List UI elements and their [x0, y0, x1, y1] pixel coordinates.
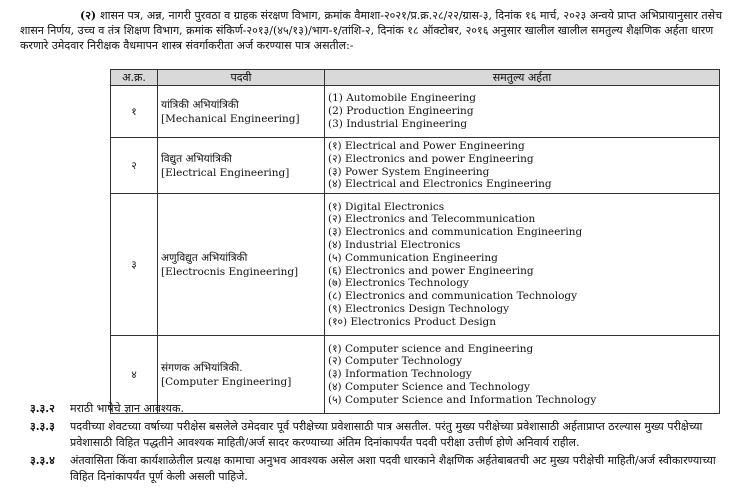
row-qualifications: [325, 86, 720, 138]
row-qualifications: [325, 138, 720, 194]
clause-text: अंतवासिता किंवा कार्यशाळेतील प्रत्यक्ष कामाचा अनुभव आवश्यक असेल अशा पदवी धारकाने शैक्षणिक अर्हतेबाबतची अट मुख्य परीक्षेची माहिती/अर्ज स्वीकारण्याच्या विहित दिनांकापर्यंत पूर्ण केली असली पाहिजे.: [70, 454, 716, 483]
header-sr: अ.क्र.: [111, 70, 158, 86]
post-marathi: संगणक अभियांत्रिकी.: [161, 361, 243, 374]
header-qualification: समतुल्य अर्हता: [325, 70, 720, 86]
qualification-item: (1) Automobile Engineering: [328, 92, 476, 105]
qualification-item: (२) Electronics and power Engineering: [328, 152, 534, 165]
qualification-item: (३) Power System Engineering: [328, 165, 490, 178]
row-serial: २: [111, 138, 158, 194]
row-serial: ४: [111, 336, 158, 414]
clause-3-3-2: [30, 401, 735, 417]
clause-number: ३.३.३: [30, 420, 55, 433]
header-post: पदवी: [158, 70, 325, 86]
clause-3-3-4: [30, 453, 735, 485]
row-post: [158, 86, 325, 138]
row-serial: १: [111, 86, 158, 138]
qualification-item: (४) Industrial Electronics: [328, 238, 461, 251]
clause-text: पदवीच्या शेवटच्या वर्षाच्या परीक्षेस बसलेले उमेदवार पूर्व परीक्षेच्या प्रवेशासाठी पात्र असतील. परंतु मुख्य परीक्षेच्या प्रवेशासाठी अर्हताप्राप्त ठरल्यास मुख्य परीक्षेच्या प्रवेशासाठी विहित पद्धतीने आवश्यक माहिती/अर्ज सादर करण्याच्या अंतिम दिनांकापर्यंत पदवी परीक्षा उत्तीर्ण होणे अनिवार्य राहील.: [70, 420, 703, 449]
qualification-item: (५) Computer Science and Information Technology: [328, 393, 597, 406]
qualification-item: (3) Industrial Engineering: [328, 117, 468, 130]
post-marathi: यांत्रिकी अभियांत्रिकी: [161, 98, 239, 111]
row-post: [158, 138, 325, 194]
qualification-item: (३) Electronics and communication Engineering: [328, 226, 583, 239]
row-serial: ३: [111, 194, 158, 336]
qualification-item: (६) Electronics and power Engineering: [328, 264, 534, 277]
clauses: [30, 401, 735, 487]
qualification-item: (१) Computer science and Engineering: [328, 342, 534, 355]
qualification-item: (१) Digital Electronics: [328, 200, 445, 213]
clause-number: ३.३.२: [30, 402, 55, 415]
qualification-item: (४) Electrical and Electronics Engineering: [328, 178, 552, 191]
intro-paragraph: [20, 8, 732, 53]
qualification-item: (2) Production Engineering: [328, 105, 474, 118]
intro-number: (२): [80, 9, 97, 22]
post-english: [Mechanical Engineering]: [161, 112, 300, 125]
post-english: [Electrocnis Engineering]: [161, 265, 299, 278]
clause-text: मराठी भाषेचे ज्ञान आवश्यक.: [70, 402, 184, 415]
table-header-row: [111, 70, 720, 86]
post-marathi: अणुविद्युत अभियांत्रिकी: [161, 251, 248, 264]
qualification-item: (२) Computer Technology: [328, 355, 463, 368]
table-row: [111, 138, 720, 194]
clause-number: ३.३.४: [30, 454, 55, 467]
post-marathi: विद्युत अभियांत्रिकी: [161, 152, 232, 165]
qualification-item: (५) Communication Engineering: [328, 251, 498, 264]
intro-text: शासन पत्र, अन्न, नागरी पुरवठा व ग्राहक संरक्षण विभाग, क्रमांक वैमाशा-२०२१/प्र.क्र.२८/२२/ग्रास-३, दिनांक १६ मार्च, २०२३ अन्वये प्राप्त अभिप्रायानुसार तसेच शासन निर्णय, उच्च व तंत्र शिक्षण विभाग, क्रमांक संकिर्ण-२०१३/(४५/१३)/भाग-१/तांशि-२, दिनांक १८ ऑक्टोबर, २०१६ अनुसार खालील खालील समतुल्य शैक्षणिक अर्हता धारण करणारे उमेदवार निरीक्षक वैधमापन शास्त्र संवर्गाकरीता अर्ज करण्यास पात्र असतील:-: [20, 9, 723, 52]
qualification-item: (१०) Electronics Product Design: [328, 315, 497, 328]
table-row: [111, 194, 720, 336]
qualification-item: (२) Electronics and Telecommunication: [328, 213, 536, 226]
row-qualifications: [325, 194, 720, 336]
qualification-item: (८) Electronics and communication Technology: [328, 290, 578, 303]
row-post: [158, 194, 325, 336]
qualification-item: (४) Computer Science and Technology: [328, 380, 530, 393]
qualification-item: (३) Information Technology: [328, 368, 472, 381]
clause-3-3-3: [30, 419, 735, 451]
equivalent-qualification-table: [110, 69, 720, 414]
post-english: [Electrical Engineering]: [161, 166, 290, 179]
qualification-item: (७) Electronics Technology: [328, 277, 469, 290]
qualification-item: (९) Electronics Design Technology: [328, 302, 510, 315]
table-row: [111, 86, 720, 138]
post-english: [Computer Engineering]: [161, 375, 292, 388]
qualification-item: (१) Electrical and Power Engineering: [328, 139, 525, 152]
